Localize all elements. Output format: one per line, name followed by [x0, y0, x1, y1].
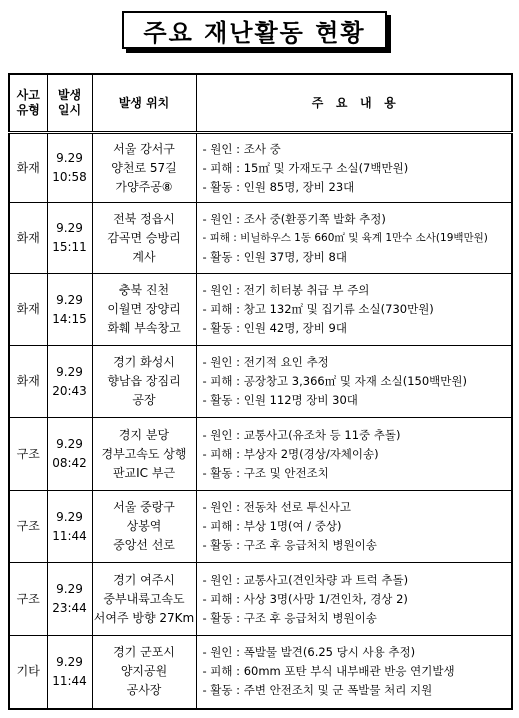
table-row — [9, 203, 512, 274]
incident-type-cell: 구조 — [9, 418, 47, 491]
detail-line: - 피해 : 부상자 2명(경상/자체이송) — [202, 446, 379, 461]
detail-line: - 피해 : 60mm 포탄 부식 내부배관 반응 연기발생 — [202, 664, 455, 679]
detail-line: - 원인 : 전동차 선로 투신사고 — [202, 500, 351, 514]
incident-details-cell — [196, 491, 512, 563]
detail-line: - 활동 : 인원 112명 장비 30대 — [202, 393, 358, 407]
detail-line: - 활동 : 구조 후 응급처치 병원이송 — [202, 538, 377, 552]
incident-type-cell: 구조 — [9, 491, 47, 563]
detail-line: - 활동 : 인원 42명, 장비 9대 — [202, 321, 347, 335]
detail-line: - 원인 : 교통사고(견인차량 과 트럭 추돌) — [202, 572, 409, 587]
datetime-date: 9.29 — [56, 221, 83, 235]
incident-datetime-cell — [47, 563, 92, 636]
incident-details-cell — [196, 418, 512, 491]
incident-location-cell — [92, 203, 196, 274]
incident-details-cell — [196, 636, 512, 709]
table-row — [9, 636, 512, 709]
location-line: 전북 정읍시 — [113, 211, 175, 226]
incident-details-cell — [196, 203, 512, 274]
incident-type-cell: 기타 — [9, 636, 47, 709]
incident-type-cell: 구조 — [9, 563, 47, 636]
header-location: 발생 위치 — [92, 74, 196, 133]
datetime-time: 08:42 — [52, 456, 87, 470]
location-line: 공장 — [132, 393, 156, 407]
detail-line: - 피해 : 사상 3명(사망 1/견인차, 경상 2) — [202, 591, 408, 606]
incident-datetime-cell — [47, 636, 92, 709]
detail-line: - 피해 : 비닐하우스 1동 660㎡ 및 육계 1만수 소사(19백만원) — [202, 231, 488, 244]
location-line: 충북 진천 — [118, 283, 170, 297]
detail-line: - 피해 : 부상 1명(여 / 중상) — [202, 519, 342, 533]
location-line: 판교IC 부근 — [112, 465, 176, 480]
detail-line: - 피해 : 창고 132㎡ 및 집기류 소실(730만원) — [202, 302, 434, 316]
location-line: 중부내륙고속도 — [103, 591, 185, 606]
incident-details-cell — [196, 274, 512, 346]
datetime-date: 9.29 — [56, 654, 83, 669]
location-line: 양천로 57길 — [111, 160, 177, 175]
table-row — [9, 418, 512, 491]
table-row — [9, 274, 512, 346]
table-row — [9, 346, 512, 418]
detail-line: - 피해 : 15㎡ 및 가재도구 소실(7백만원) — [202, 160, 409, 175]
page-title: 주요 재난활동 현황 — [122, 11, 387, 49]
incident-datetime-cell — [47, 203, 92, 274]
disaster-activity-table — [8, 73, 513, 710]
incident-location-cell — [92, 274, 196, 346]
incident-location-cell — [92, 636, 196, 709]
detail-line: - 원인 : 조사 중(환풍기쪽 발화 추정) — [202, 211, 386, 226]
table-row — [9, 563, 512, 636]
incident-details-cell — [196, 133, 512, 203]
datetime-time: 15:11 — [52, 240, 87, 254]
datetime-date: 9.29 — [56, 437, 83, 451]
detail-line: - 활동 : 구조 및 안전조치 — [202, 465, 329, 480]
location-line: 경기 화성시 — [113, 355, 175, 369]
detail-line: - 활동 : 인원 37명, 장비 8대 — [202, 249, 347, 264]
incident-details-cell — [196, 563, 512, 636]
datetime-time: 11:44 — [52, 528, 87, 543]
incident-datetime-cell — [47, 274, 92, 346]
datetime-date: 9.29 — [56, 151, 83, 165]
datetime-time: 14:15 — [52, 311, 87, 326]
location-line: 향남읍 장짐리 — [107, 374, 181, 388]
datetime-time: 10:58 — [52, 170, 87, 184]
incident-type-cell: 화재 — [9, 133, 47, 203]
location-line: 경기 군포시 — [113, 645, 175, 660]
location-line: 공사장 — [126, 683, 162, 698]
datetime-time: 23:44 — [52, 601, 87, 615]
location-line: 서울 중랑구 — [113, 500, 175, 514]
detail-line: - 원인 : 전기 히터봉 취급 부 주의 — [202, 283, 370, 297]
incident-datetime-cell — [47, 491, 92, 563]
location-line: 상봉역 — [126, 519, 162, 533]
detail-line: - 활동 : 주변 안전조치 및 군 폭발물 처리 지원 — [202, 683, 433, 698]
incident-location-cell — [92, 491, 196, 563]
detail-line: - 활동 : 구조 후 응급처치 병원이송 — [202, 610, 377, 625]
datetime-date: 9.29 — [56, 292, 83, 307]
incident-datetime-cell — [47, 418, 92, 491]
location-line: 계사 — [132, 249, 156, 264]
table-row — [9, 491, 512, 563]
location-line: 이월면 장양리 — [107, 302, 181, 316]
location-line: 감곡면 승방리 — [107, 230, 181, 245]
location-line: 서여주 방향 27Km — [93, 610, 195, 625]
detail-line: - 원인 : 전기적 요인 추정 — [202, 355, 329, 369]
datetime-time: 11:44 — [52, 673, 87, 688]
location-line: 화훼 부속창고 — [107, 321, 181, 335]
header-content: 주 요 내 용 — [196, 74, 512, 133]
incident-location-cell — [92, 418, 196, 491]
location-line: 중앙선 선로 — [113, 538, 175, 552]
location-line: 서울 강서구 — [113, 141, 175, 156]
datetime-date: 9.29 — [56, 509, 83, 524]
incident-location-cell — [92, 133, 196, 203]
location-line: 경기 여주시 — [113, 572, 175, 587]
incident-location-cell — [92, 563, 196, 636]
header-datetime: 발생 일시 — [47, 74, 92, 133]
detail-line: - 원인 : 폭발물 발견(6.25 당시 사용 추정) — [202, 645, 416, 660]
datetime-time: 20:43 — [52, 383, 87, 398]
detail-line: - 활동 : 인원 85명, 장비 23대 — [202, 179, 355, 194]
header-type: 사고 유형 — [9, 74, 47, 133]
location-line: 가양주공⑧ — [115, 179, 173, 194]
detail-line: - 피해 : 공장창고 3,366㎡ 및 자재 소실(150백만원) — [202, 374, 467, 388]
location-line: 경부고속도 상행 — [101, 446, 187, 461]
table-row — [9, 133, 512, 203]
location-line: 경지 분당 — [118, 427, 170, 442]
incident-details-cell — [196, 346, 512, 418]
incident-type-cell: 화재 — [9, 274, 47, 346]
incident-type-cell: 화재 — [9, 346, 47, 418]
detail-line: - 원인 : 조사 중 — [202, 141, 281, 156]
detail-line: - 원인 : 교통사고(유조차 등 11중 추돌) — [202, 427, 401, 442]
table-header-row — [9, 74, 512, 133]
location-line: 양지공원 — [120, 664, 168, 679]
incident-datetime-cell — [47, 346, 92, 418]
datetime-date: 9.29 — [56, 582, 83, 596]
incident-location-cell — [92, 346, 196, 418]
incident-datetime-cell — [47, 133, 92, 203]
datetime-date: 9.29 — [56, 364, 83, 379]
incident-type-cell: 화재 — [9, 203, 47, 274]
